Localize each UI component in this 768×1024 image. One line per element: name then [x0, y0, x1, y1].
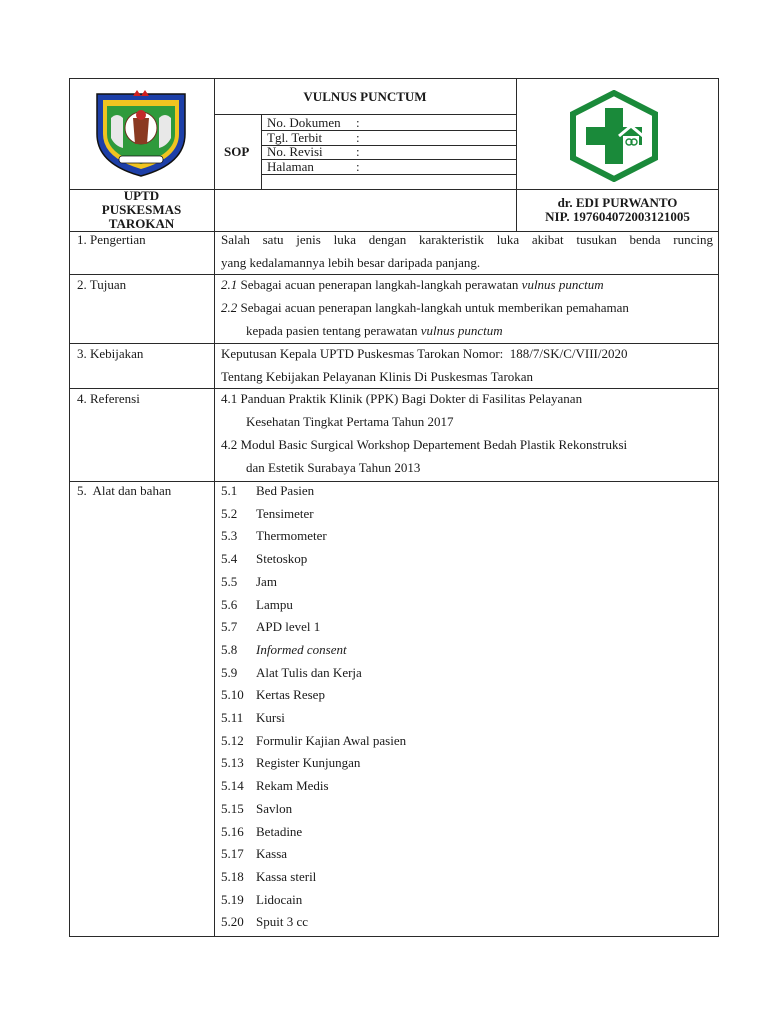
list-item-text: Betadine [256, 823, 303, 839]
org-tarokan: TAROKAN [108, 216, 175, 231]
tujuan-item2-line2 [246, 319, 503, 342]
list-item [221, 506, 314, 522]
tujuan-item2-num: 2.2 [221, 300, 238, 315]
meta-no-revisi: No. Revisi [267, 144, 323, 159]
list-item-text: Alat Tulis dan Kerja [256, 664, 362, 680]
list-item-number: 5.9 [221, 664, 238, 680]
list-item-text: APD level 1 [256, 619, 321, 635]
list-item-text: Tensimeter [256, 505, 314, 521]
list-item [221, 801, 292, 817]
list-item-number: 5.12 [221, 732, 244, 748]
list-item-number: 5.15 [221, 800, 244, 816]
list-item [221, 914, 308, 930]
tujuan-item2-text: Sebagai acuan penerapan langkah-langkah untuk memberikan pemahaman [237, 300, 629, 315]
list-item [221, 619, 320, 635]
list-item-text: Kassa [256, 846, 288, 862]
list-item-number: 5.11 [221, 710, 244, 725]
list-item [221, 574, 277, 590]
kebijakan-line2: Tentang Kebijakan Pelayanan Klinis Di Puskesmas Tarokan [221, 369, 534, 384]
meta-sep: : [356, 159, 360, 174]
list-item-text: Register Kunjungan [256, 755, 361, 771]
list-item-number: 5.8 [221, 641, 238, 657]
referensi-item1: 4.1 Panduan Praktik Klinik (PPK) Bagi Dokter di Fasilitas Pelayanan [221, 391, 583, 406]
signer-name: dr. EDI PURWANTO [557, 195, 678, 210]
signer-nip: NIP. 197604072003121005 [545, 209, 690, 224]
list-item [221, 892, 302, 908]
meta-sep: : [356, 130, 360, 145]
list-item-number: 5.18 [221, 868, 244, 884]
list-item-text: Formulir Kajian Awal pasien [256, 732, 407, 748]
meta-halaman: Halaman [267, 159, 314, 174]
list-item [221, 483, 314, 499]
list-item-number: 5.3 [221, 528, 238, 544]
meta-no-dokumen: No. Dokumen [267, 115, 341, 130]
pengertian-line2: yang kedalamannya lebih besar daripada panjang. [221, 255, 481, 270]
list-item-number: 5.4 [221, 551, 238, 567]
list-item [221, 528, 327, 544]
list-item [221, 869, 316, 885]
list-item-text: Kertas Resep [256, 687, 325, 703]
list-item-text: Kassa steril [256, 868, 317, 884]
tujuan-item2-line2-text: kepada pasien tentang perawatan [246, 323, 421, 338]
list-item [221, 642, 347, 658]
sop-divider [261, 114, 262, 189]
label-tujuan: 2. Tujuan [77, 277, 127, 292]
list-item-text: Informed consent [256, 641, 347, 657]
list-item-number: 5.19 [221, 891, 244, 907]
body-label-divider [214, 231, 215, 937]
list-item-text: Thermometer [256, 528, 327, 544]
list-item-text: Stetoskop [256, 551, 308, 567]
list-item [221, 710, 285, 726]
list-item [221, 755, 360, 771]
meta-sep: : [356, 115, 360, 130]
list-item-number: 5.7 [221, 619, 238, 635]
tujuan-item1 [221, 273, 604, 296]
label-referensi: 4. Referensi [77, 391, 140, 406]
org-uptd: UPTD [123, 188, 160, 203]
list-item [221, 665, 362, 681]
list-item-number: 5.5 [221, 573, 238, 589]
list-item-number: 5.1 [221, 483, 238, 498]
referensi-item2-line2: dan Estetik Surabaya Tahun 2013 [246, 460, 421, 475]
row-divider [69, 481, 719, 482]
org-puskesmas: PUSKESMAS [101, 202, 182, 217]
meta-sep: : [356, 144, 360, 159]
meta-tgl-terbit: Tgl. Terbit [267, 130, 323, 145]
regency-emblem-icon [93, 88, 189, 178]
list-item-text: Jam [256, 573, 277, 589]
list-item [221, 846, 287, 862]
list-item-text: Spuit 3 cc [256, 914, 308, 930]
list-item-text: Rekam Medis [256, 778, 329, 794]
list-item-text: Savlon [256, 800, 293, 816]
list-item-number: 5.10 [221, 687, 244, 703]
tujuan-item1-italic: vulnus punctum [521, 277, 604, 292]
list-item-number: 5.6 [221, 596, 238, 612]
document-title: VULNUS PUNCTUM [303, 89, 427, 104]
list-item-number: 5.17 [221, 846, 244, 862]
puskesmas-cross-logo-icon [567, 90, 661, 182]
referensi-item1-line2: Kesehatan Tingkat Pertama Tahun 2017 [246, 414, 454, 429]
label-alat-dan-bahan: 5. Alat dan bahan [77, 483, 172, 498]
list-item [221, 687, 325, 703]
list-item-text: Kursi [256, 710, 285, 725]
list-item-number: 5.14 [221, 778, 244, 794]
tujuan-item1-text: Sebagai acuan penerapan langkah-langkah perawatan [237, 277, 522, 292]
list-item-number: 5.2 [221, 505, 238, 521]
list-item [221, 733, 406, 749]
list-item-text: Lidocain [256, 891, 303, 907]
pengertian-line1: Salah satu jenis luka dengan karakteristik luka akibat tusukan benda runcing [221, 232, 713, 247]
list-item-text: Bed Pasien [256, 483, 315, 498]
tujuan-item1-num: 2.1 [221, 277, 238, 292]
list-item [221, 597, 293, 613]
referensi-item2: 4.2 Modul Basic Surgical Workshop Departement Bedah Plastik Rekonstruksi [221, 437, 628, 452]
list-item-number: 5.13 [221, 755, 244, 771]
label-pengertian: 1. Pengertian [77, 232, 146, 247]
title-divider [214, 114, 516, 115]
tujuan-item2 [221, 296, 629, 319]
sop-label: SOP [224, 144, 250, 159]
kebijakan-line1: Keputusan Kepala UPTD Puskesmas Tarokan Nomor: 188/7/SK/C/VIII/2020 [221, 346, 628, 361]
label-kebijakan: 3. Kebijakan [77, 346, 144, 361]
list-item [221, 778, 329, 794]
list-item [221, 824, 302, 840]
tujuan-item2-italic: vulnus punctum [420, 323, 503, 338]
list-item-number: 5.20 [221, 914, 244, 930]
list-item-number: 5.16 [221, 823, 244, 839]
list-item [221, 551, 307, 567]
list-item-text: Lampu [256, 596, 293, 612]
